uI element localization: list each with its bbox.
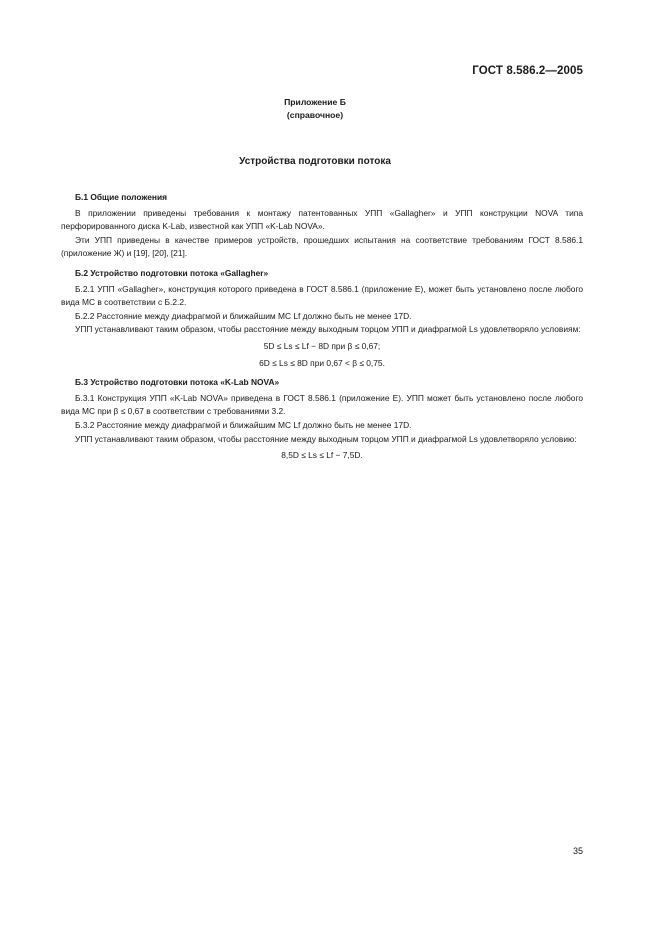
document-body (61, 191, 583, 466)
appendix-type: (справочное) (286, 110, 344, 120)
paragraph: Б.3.2 Расстояние между диафрагмой и ближайшим МС Lf должно быть не менее 17D. (75, 419, 412, 430)
appendix-title: Приложение Б (284, 97, 346, 107)
document-code: ГОСТ 8.586.2—2005 (472, 65, 583, 77)
paragraph: УПП устанавливают таким образом, чтобы расстояние между выходным торцом УПП и диафрагмой Ls удовлетворяло условию: (75, 433, 577, 444)
paragraph: Эти УПП приведены в качестве примеров устройств, прошедших испытания на соответствие требованиям ГОСТ 8.586.1 (приложение Ж) и [19], [20], [21]. (61, 234, 583, 259)
paragraph: Б.2.1 УПП «Gallagher», конструкция которого приведена в ГОСТ 8.586.1 (приложение Е), может быть установлено после любого вида МС в соответствии с Б.2.2. (61, 283, 583, 308)
formula: 6D ≤ Ls ≤ 8D при 0,67 < β ≤ 0,75. (259, 357, 385, 368)
section-b3 (61, 376, 583, 463)
main-title: Устройства подготовки потока (239, 156, 391, 167)
formula: 5D ≤ Ls ≤ Lf − 8D при β ≤ 0,67; (263, 340, 381, 351)
page-number: 35 (572, 846, 583, 856)
paragraph: Б.2.2 Расстояние между диафрагмой и ближайшим МС Lf должно быть не менее 17D. (75, 310, 412, 321)
formula: 8,5D ≤ Ls ≤ Lf − 7,5D. (281, 450, 363, 461)
paragraph: Б.3.1 Конструкция УПП «K-Lab NOVA» приведена в ГОСТ 8.586.1 (приложение Е). УПП может быть установлено после любого вида МС при β ≤ 0,67 в соответствии с требованиями 3.2. (61, 392, 583, 417)
section-b3-title: Б.3 Устройство подготовки потока «K-Lab NOVA» (75, 377, 280, 388)
paragraph: УПП устанавливают таким образом, чтобы расстояние между выходным торцом УПП и диафрагмой Ls удовлетворяло условиям: (75, 324, 581, 335)
section-b2-title: Б.2 Устройство подготовки потока «Gallagher» (75, 267, 269, 278)
paragraph: В приложении приведены требования к монтажу патентованных УПП «Gallagher» и УПП конструкции NOVA типа перфорированного диска K-Lab, известной как УПП «K-Lab NOVA». (61, 207, 583, 232)
section-b2 (61, 267, 583, 370)
section-b1 (61, 191, 583, 261)
appendix-heading (0, 96, 630, 122)
section-b1-title: Б.1 Общие положения (75, 192, 167, 202)
